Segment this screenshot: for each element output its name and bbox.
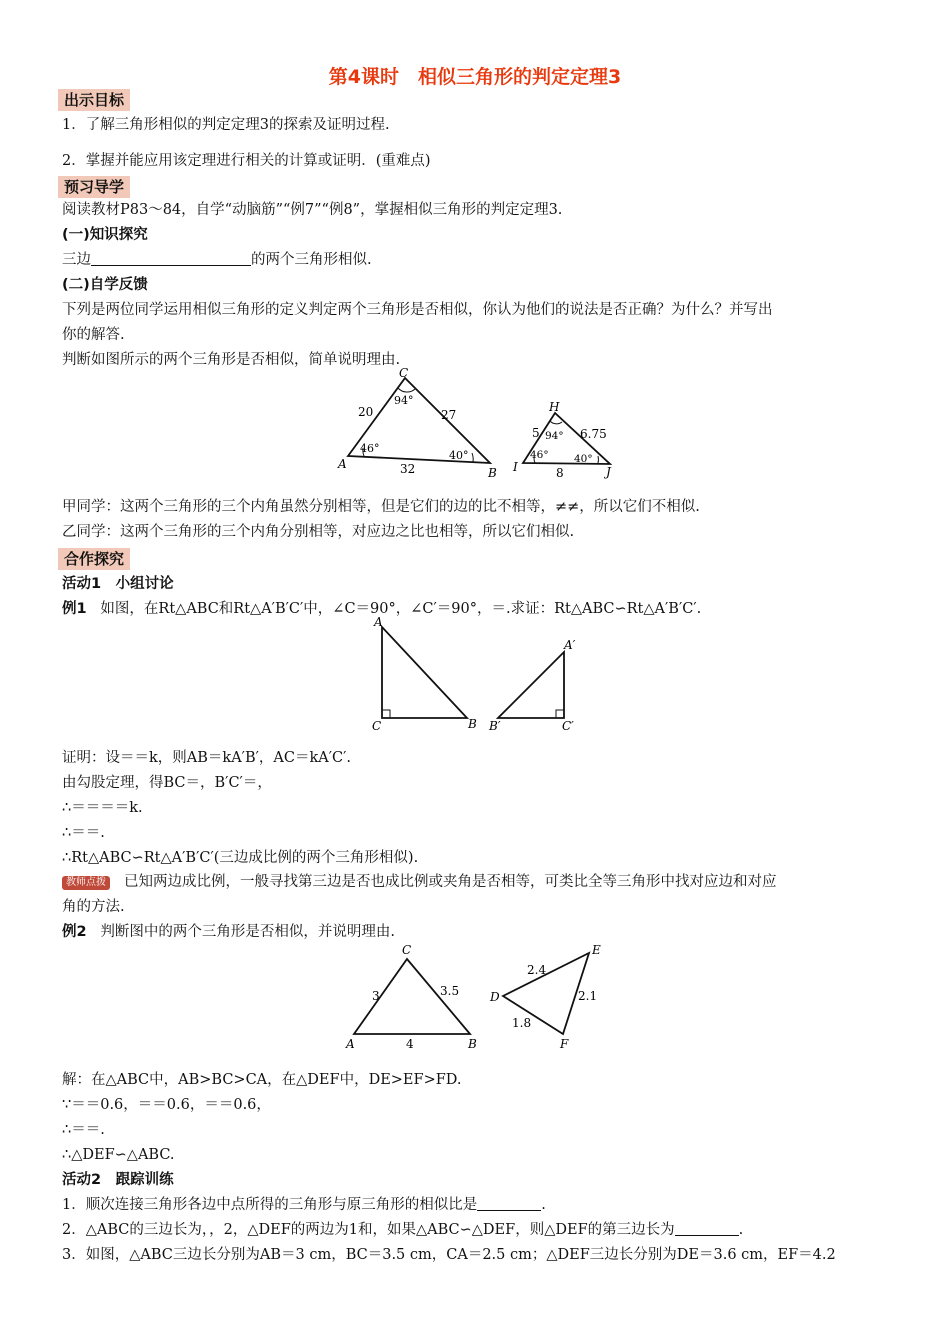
- activity-2-heading: 活动2 跟踪训练: [62, 1172, 174, 1188]
- knowledge-heading: (一)知识探究: [62, 227, 148, 243]
- question-1: [62, 1195, 546, 1215]
- side-ac: 3: [372, 989, 380, 1003]
- label-a1: A′: [564, 638, 576, 652]
- feedback-line-1: 下列是两位同学运用相似三角形的定义判定两个三角形是否相似，你认为他们的说法是否正确？为什么？并写出: [62, 302, 773, 318]
- solution-line-3: ∴＝＝.: [62, 1122, 105, 1138]
- side-ij: 8: [556, 466, 564, 480]
- angle-h-value: 94°: [545, 430, 564, 442]
- side-ef: 2.1: [578, 989, 598, 1003]
- section-coop: 合作探究: [58, 548, 130, 570]
- proof-line-5: ∴Rt△ABC∽Rt△A′B′C′(三边成比例的两个三角形相似).: [62, 850, 419, 866]
- teacher-tip-text-1: 已知两边成比例，一般寻找第三边是否也成比例或夹角是否相等，可类比全等三角形中找对应边和对应: [124, 874, 777, 890]
- student-jia: 甲同学：这两个三角形的三个内角虽然分别相等，但是它们的边的比不相等，≠≠，所以它们不相似.: [62, 499, 700, 515]
- label-h: H: [549, 400, 560, 414]
- judge-text: 判断如图所示的两个三角形是否相似，简单说明理由.: [62, 352, 401, 368]
- right-triangle-abc: [372, 615, 477, 733]
- student-yi: 乙同学：这两个三角形的三个内角分别相等，对应边之比也相等，所以它们相似.: [62, 524, 575, 540]
- angle-c-value: 94°: [394, 394, 414, 407]
- knowledge-blank[interactable]: [91, 251, 251, 266]
- right-angle-c1-mark: [556, 710, 564, 718]
- side-cb: 3.5: [440, 984, 460, 998]
- example-1-label: 例1: [62, 601, 87, 617]
- side-de: 2.4: [527, 963, 547, 977]
- goal-1: 1．了解三角形相似的判定定理3的探索及证明过程.: [62, 117, 390, 133]
- angle-b-value: 40°: [449, 449, 469, 462]
- label-f: F: [560, 1037, 569, 1051]
- label-c: C: [402, 943, 412, 957]
- feedback-line-2: 你的解答.: [62, 327, 125, 343]
- question-2: [62, 1220, 743, 1240]
- proof-line-1: 证明：设＝＝k，则AB＝kA′B′，AC＝kA′C′.: [62, 750, 352, 766]
- question-1-end: .: [541, 1197, 546, 1213]
- example-2-label: 例2: [62, 924, 87, 940]
- teacher-tip-badge: 教师点拨: [62, 876, 110, 890]
- label-a: A: [346, 1037, 355, 1051]
- preview-read: 阅读教材P83～84，自学“动脑筋”“例7”“例8”，掌握相似三角形的判定定理3.: [62, 202, 563, 218]
- label-e: E: [592, 943, 601, 957]
- question-2-blank[interactable]: [675, 1221, 739, 1236]
- teacher-tip: [62, 872, 777, 892]
- label-b1: B′: [489, 719, 501, 733]
- knowledge-post: 的两个三角形相似.: [251, 252, 372, 268]
- side-df: 1.8: [512, 1016, 532, 1030]
- right-triangle-a1b1c1: [488, 638, 576, 733]
- label-a: A: [374, 615, 383, 629]
- label-c: C: [372, 719, 382, 733]
- triangle-abc: [337, 366, 497, 480]
- question-2-end: .: [738, 1222, 744, 1238]
- label-b: B: [468, 717, 477, 731]
- figure-triangles-abc-hij: [330, 366, 630, 482]
- side-ih: 5: [532, 426, 540, 440]
- side-ab: 32: [400, 462, 416, 476]
- label-b: B: [468, 1037, 477, 1051]
- knowledge-pre: 三边: [62, 252, 91, 268]
- question-3: 3．如图，△ABC三边长分别为AB＝3 cm，BC＝3.5 cm，CA＝2.5 cm；△DEF三边长分别为DE＝3.6 cm，EF＝4.2: [62, 1247, 836, 1263]
- proof-line-3: ∴＝＝＝＝k.: [62, 800, 143, 816]
- side-ab: 4: [406, 1037, 414, 1051]
- activity-1-heading: 活动1 小组讨论: [62, 576, 174, 592]
- label-c1: C′: [562, 719, 574, 733]
- label-j: J: [606, 465, 611, 479]
- section-goals: 出示目标: [58, 89, 130, 111]
- label-c: C: [399, 366, 409, 380]
- section-preview: 预习导学: [58, 176, 130, 198]
- question-2-text: 2．△ABC的三边长为，，2，△DEF的两边为1和，如果△ABC∽△DEF，则△DEF的第三边长为: [62, 1222, 675, 1238]
- angle-j-value: 40°: [574, 453, 593, 465]
- triangle-hij: [512, 400, 612, 480]
- angle-b-arc: [472, 453, 473, 462]
- angle-h-arc: [550, 421, 562, 424]
- label-a: A: [338, 457, 347, 471]
- side-cb: 27: [441, 408, 457, 422]
- side-ac: 20: [358, 405, 374, 419]
- goal-2: 2．掌握并能应用该定理进行相关的计算或证明．(重难点): [62, 153, 431, 169]
- label-i: I: [513, 460, 518, 474]
- figure-triangles-abc-def: [340, 938, 610, 1054]
- solution-line-4: ∴△DEF∽△ABC.: [62, 1147, 175, 1163]
- example-1-text: 如图，在Rt△ABC和Rt△A′B′C′中，∠C＝90°，∠C′＝90°，＝.求证：Rt△ABC∽Rt△A′B′C′.: [100, 601, 702, 617]
- right-triangle-abc-shape: [382, 627, 467, 718]
- solution-line-2: ∵＝＝0.6，＝＝0.6，＝＝0.6，: [62, 1097, 271, 1113]
- teacher-tip-text-2: 角的方法.: [62, 899, 125, 915]
- example-2-text: 判断图中的两个三角形是否相似，并说明理由.: [100, 924, 396, 940]
- label-b: B: [488, 466, 497, 480]
- page-title: 第4课时 相似三角形的判定定理3: [328, 66, 622, 88]
- triangle-abc-2: [345, 943, 477, 1051]
- solution-line-1: 解：在△ABC中，AB>BC>CA，在△DEF中，DE>EF>FD.: [62, 1072, 462, 1088]
- angle-c-arc: [398, 388, 415, 392]
- angle-a-value: 46°: [360, 442, 380, 455]
- triangle-def: [489, 943, 601, 1051]
- proof-line-4: ∴＝＝.: [62, 825, 105, 841]
- proof-line-2: 由勾股定理，得BC＝，B′C′＝，: [62, 775, 272, 791]
- right-triangle-a1b1c1-shape: [498, 652, 564, 718]
- right-angle-c-mark: [382, 710, 390, 718]
- question-1-blank[interactable]: [477, 1196, 541, 1211]
- feedback-heading: (二)自学反馈: [62, 277, 148, 293]
- label-d: D: [490, 990, 500, 1004]
- question-1-text: 1．顺次连接三角形各边中点所得的三角形与原三角形的相似比是: [62, 1197, 478, 1213]
- angle-i-value: 46°: [530, 449, 549, 461]
- side-hj: 6.75: [580, 427, 607, 441]
- knowledge-fill: [62, 250, 372, 270]
- figure-right-triangles: [360, 612, 590, 736]
